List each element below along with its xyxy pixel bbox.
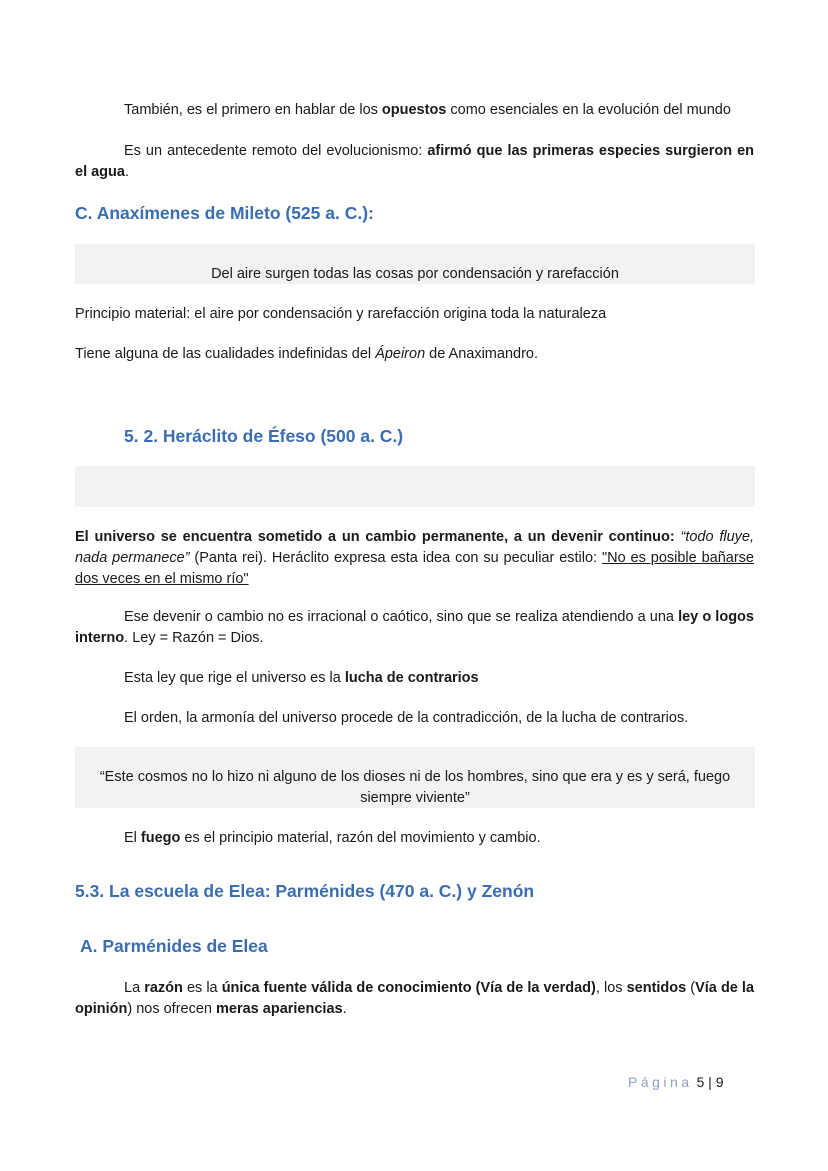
heading-heraclito: 5. 2. Heráclito de Éfeso (500 a. C.)	[124, 426, 404, 446]
italic-span: Ápeiron	[375, 346, 426, 362]
text-span: También, es el primero en hablar de los	[124, 102, 382, 118]
paragraph-fuego	[124, 828, 754, 849]
quote-text: Del aire surgen todas las cosas por condensación y rarefacción	[211, 266, 619, 282]
bold-span: opuestos	[381, 102, 447, 118]
bold-span: ley o logos interno	[75, 609, 754, 646]
quote-text: “Este cosmos no lo hizo ni alguno de los dioses ni de los hombres, sino que era y es y será, fuego siempre viviente”	[99, 769, 731, 806]
paragraph-evolucionismo	[75, 141, 754, 183]
underlined-quote: "No es posible bañarse dos veces en el mismo río"	[75, 550, 754, 587]
quote-box-cosmos	[75, 747, 755, 808]
quote-box-aire	[75, 244, 755, 284]
bold-span: lucha de contrarios	[344, 670, 479, 686]
text-span: La	[124, 980, 145, 996]
paragraph-cambio-permanente	[75, 527, 754, 590]
text-span: .	[342, 1001, 347, 1017]
empty-quote-box	[75, 466, 755, 507]
bold-span: El universo se encuentra sometido a un cambio permanente, a un devenir continuo:	[75, 529, 675, 545]
page-label: Página	[628, 1074, 693, 1090]
paragraph-lucha-contrarios	[124, 668, 754, 689]
bold-span: meras apariencias	[216, 1001, 343, 1017]
italic-span: “todo fluye, nada permanece”	[75, 529, 754, 566]
paragraph-apeiron	[75, 344, 755, 365]
text-span: Ese devenir o cambio no es irracional o caótico, sino que se realiza atendiendo a una	[124, 609, 679, 625]
text-span: ) nos ofrecen	[127, 1001, 217, 1017]
page-number: 5	[696, 1074, 705, 1090]
bold-span: sentidos	[626, 980, 687, 996]
bold-span: fuego	[140, 830, 181, 846]
text-span: El	[124, 830, 141, 846]
text-span: Tiene alguna de las cualidades indefinidas del	[75, 346, 376, 362]
paragraph-opuestos	[124, 100, 756, 121]
page-separator: |	[708, 1074, 712, 1090]
text-span: (	[686, 980, 696, 996]
text-span: , los	[595, 980, 627, 996]
text-span: .	[124, 164, 129, 180]
text-span: Esta ley que rige el universo es la	[124, 670, 345, 686]
paragraph-principio-material: Principio material: el aire por condensación y rarefacción origina toda la naturaleza	[75, 306, 607, 322]
bold-span: Vía de la opinión	[75, 980, 755, 1017]
paragraph-logos	[75, 607, 754, 649]
heading-parmenides: A. Parménides de Elea	[80, 936, 268, 956]
bold-span: afirmó que las primeras especies surgieron en el agua	[75, 143, 754, 180]
heading-anaximenes: C. Anaxímenes de Mileto (525 a. C.):	[75, 203, 374, 223]
text-span: de Anaximandro.	[425, 346, 538, 362]
text-span: Es un antecedente remoto del evolucionismo:	[124, 143, 428, 159]
text-span: . Ley = Razón = Dios.	[124, 630, 264, 646]
page-total: 9	[715, 1074, 724, 1090]
text-span: es el principio material, razón del movimiento y cambio.	[180, 830, 541, 846]
text-span: es la	[182, 980, 222, 996]
bold-span: única fuente válida de conocimiento (Vía de la verdad)	[221, 980, 596, 996]
page-footer	[628, 1074, 724, 1090]
text-span: (Panta rei). Heráclito expresa esta idea con su peculiar estilo:	[189, 550, 602, 566]
bold-span: razón	[144, 980, 183, 996]
heading-escuela-elea: 5.3. La escuela de Elea: Parménides (470 a. C.) y Zenón	[75, 881, 535, 901]
paragraph-armonia: El orden, la armonía del universo procede de la contradicción, de la lucha de contrarios.	[124, 710, 689, 726]
paragraph-razon	[75, 978, 754, 1020]
text-span: como esenciales en la evolución del mundo	[446, 102, 731, 118]
